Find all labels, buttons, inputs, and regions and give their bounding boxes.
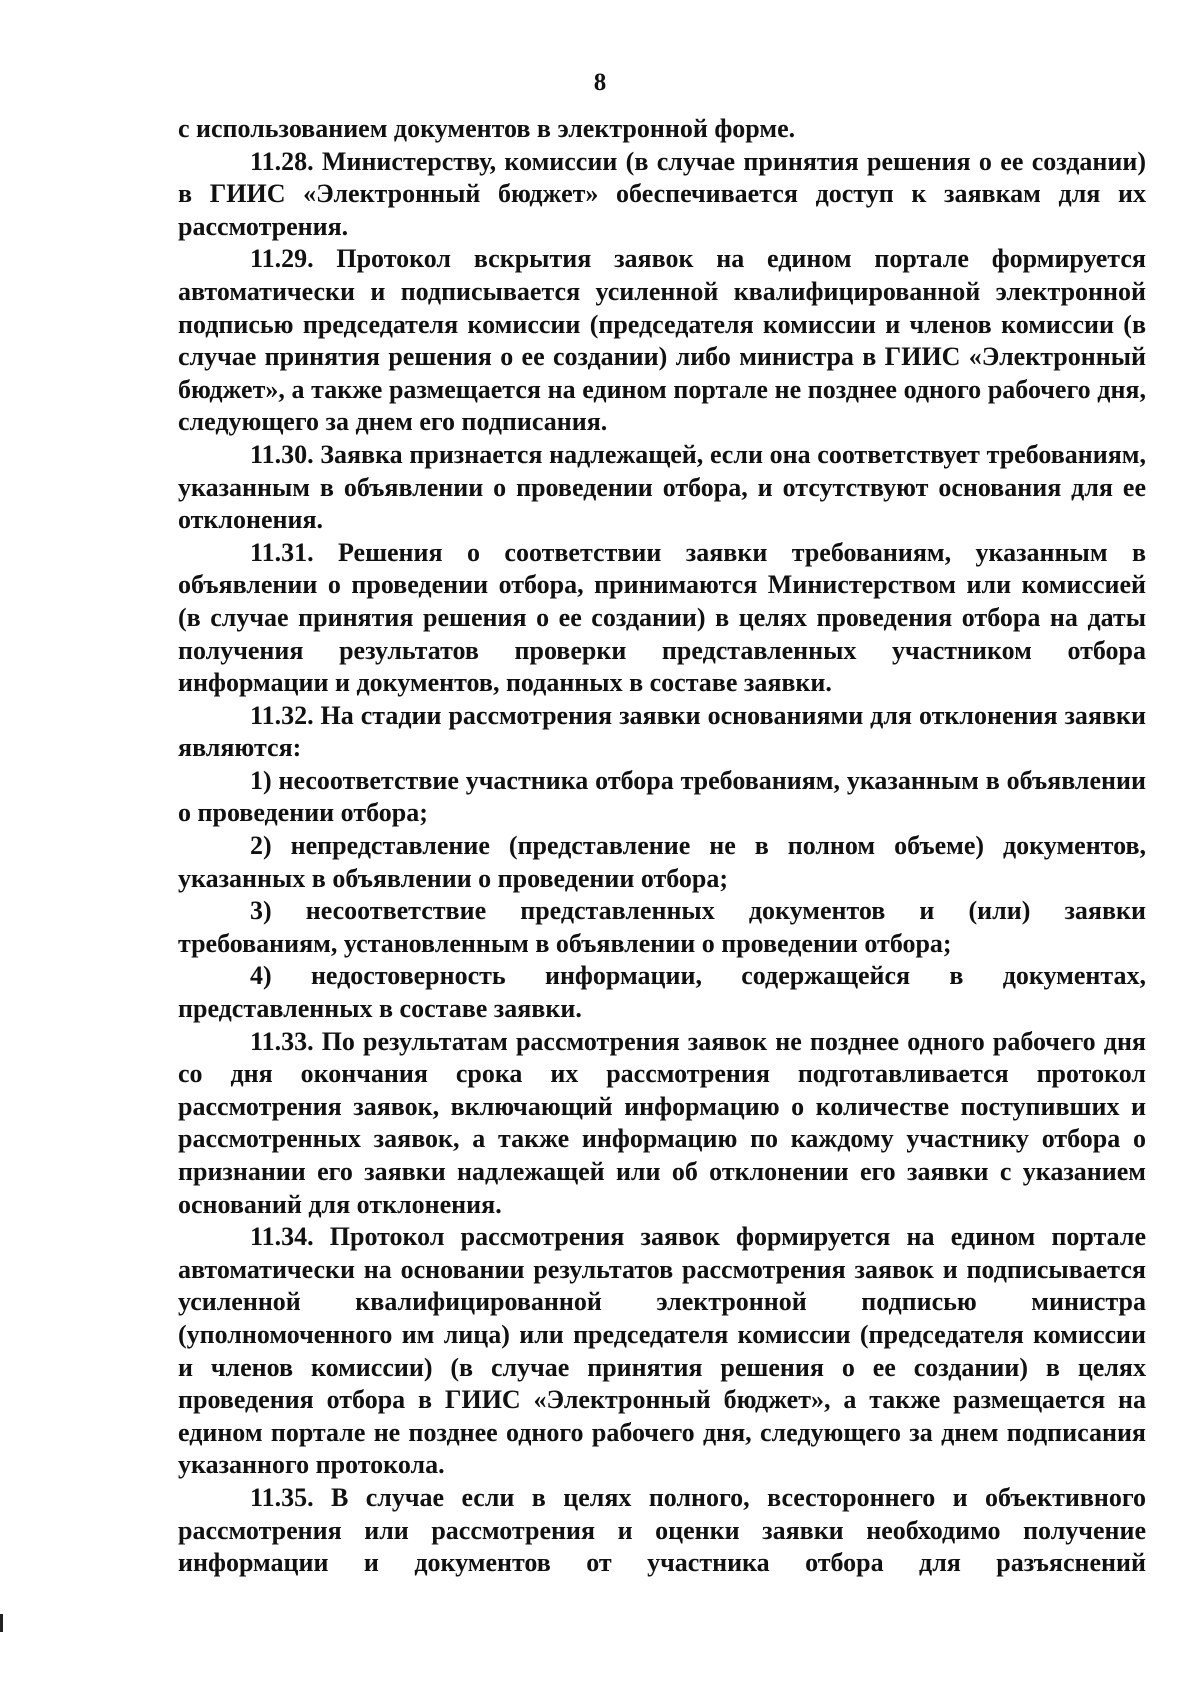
- list-item-2: 2) непредставление (представление не в полном объеме) документов, указанных в объявлении о проведении отбора;: [178, 831, 1146, 893]
- paragraph-11-33: 11.33. По результатам рассмотрения заявок не позднее одного рабочего дня со дня окончания срока их рассмотрения подготавливается протокол рассмотрения заявок, включающий информацию о количестве поступивших и рассмотренных заявок, а также информацию по каждому участнику отбора о признании его заявки надлежащей или об отклонении его заявки с указанием оснований для отклонения.: [178, 1026, 1146, 1219]
- paragraph-11-35: 11.35. В случае если в целях полного, всестороннего и объективного рассмотрения или рассмотрения и оценки заявки необходимо получение информации и документов от участника отбора для разъяснений: [178, 1482, 1146, 1578]
- document-body: [178, 113, 1146, 1580]
- paragraph-11-31: 11.31. Решения о соответствии заявки требованиям, указанным в объявлении о проведении отбора, принимаются Министерством или комиссией (в случае принятия решения о ее создании) в целях проведения отбора на даты получения результатов проверки представленных участником отбора информации и документов, поданных в составе заявки.: [178, 537, 1146, 698]
- paragraph-continuation: с использованием документов в электронной форме.: [178, 114, 796, 143]
- paragraph-11-28: 11.28. Министерству, комиссии (в случае принятия решения о ее создании) в ГИИС «Электронный бюджет» обеспечивается доступ к заявкам для их рассмотрения.: [178, 146, 1146, 241]
- list-item-1: 1) несоответствие участника отбора требованиям, указанным в объявлении о проведении отбора;: [178, 765, 1146, 828]
- page-number: 8: [593, 69, 607, 96]
- list-item-4: 4) недостоверность информации, содержащейся в документах, представленных в составе заявки.: [178, 961, 1146, 1024]
- list-item-3: 3) несоответствие представленных документов и (или) заявки требованиям, установленным в объявлении о проведении отбора;: [178, 896, 1146, 958]
- paragraph-11-32: 11.32. На стадии рассмотрения заявки основаниями для отклонения заявки являются:: [178, 700, 1146, 763]
- scan-edge-mark: [0, 1614, 3, 1632]
- paragraph-11-29: 11.29. Протокол вскрытия заявок на едином портале формируется автоматически и подписывается усиленной квалифицированной электронной подписью председателя комиссии (председателя комиссии и членов комиссии (в случае принятия решения о ее создании) либо министра в ГИИС «Электронный бюджет», а также размещается на едином портале не позднее одного рабочего дня, следующего за днем его подписания.: [178, 244, 1146, 437]
- paragraph-11-30: 11.30. Заявка признается надлежащей, если она соответствует требованиям, указанным в объявлении о проведении отбора, и отсутствуют основания для ее отклонения.: [178, 439, 1146, 535]
- paragraph-11-34: 11.34. Протокол рассмотрения заявок формируется на едином портале автоматически на основании результатов рассмотрения заявок и подписывается усиленной квалифицированной электронной подписью министра (уполномоченного им лица) или председателя комиссии (председателя комиссии и членов комиссии) (в случае принятия решения о ее создании) в целях проведения отбора в ГИИС «Электронный бюджет», а также размещается на едином портале не позднее одного рабочего дня, следующего за днем подписания указанного протокола.: [178, 1222, 1146, 1480]
